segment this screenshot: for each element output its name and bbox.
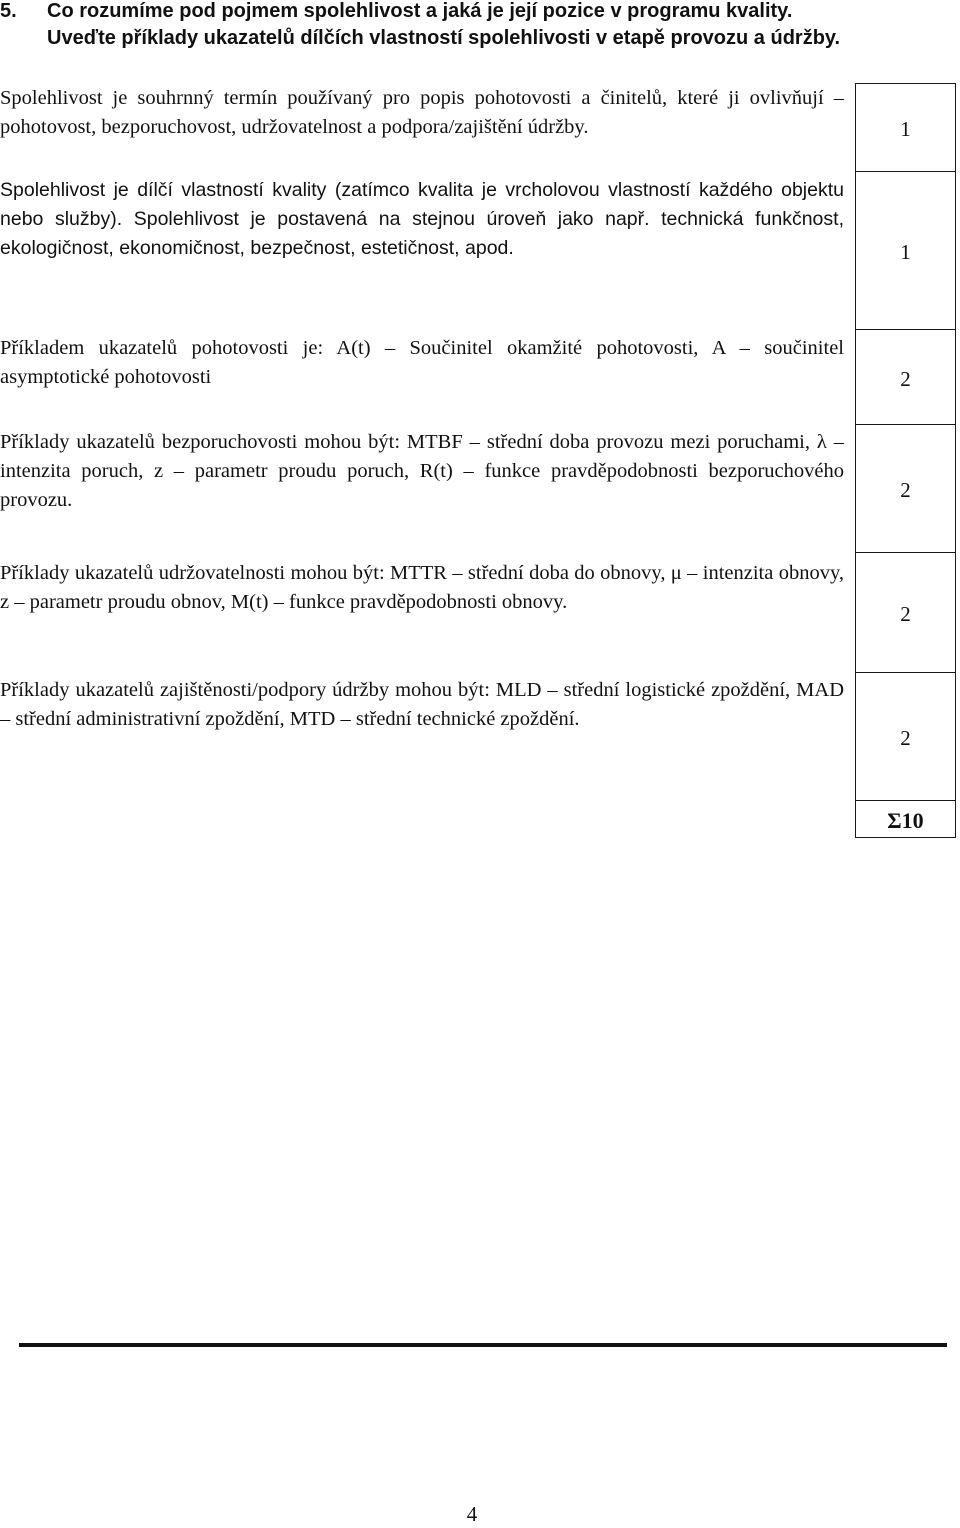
answer-paragraph-2: Spolehlivost je dílčí vlastností kvality (zatímco kvalita je vrcholovou vlastností každého objektu nebo služby). Spolehlivost je postavená na stejnou úroveň jako např. technická funkčnost, ekologičnost, ekonomičnost, bezpečnost, estetičnost, apod.	[0, 179, 844, 259]
question-number: 5.	[0, 0, 17, 22]
page-number: 4	[466, 1502, 478, 1526]
answer-paragraph-3: Příkladem ukazatelů pohotovosti je: A(t) – Součinitel okamžité pohotovosti, A – součinitel asymptotické pohotovosti	[0, 337, 844, 388]
points-cell: 2	[856, 424, 955, 552]
points-cell: 2	[856, 329, 955, 424]
points-column	[855, 83, 956, 801]
points-cell: 2	[856, 672, 955, 800]
points-cell: 2	[856, 552, 955, 672]
question-line-2: Uveďte příklady ukazatelů dílčích vlastností spolehlivosti v etapě provozu a údržby.	[47, 27, 841, 49]
footer-rule	[19, 1343, 947, 1347]
points-cell: 1	[900, 117, 911, 141]
answer-paragraph-6: Příklady ukazatelů zajištěnosti/podpory údržby mohou být: MLD – střední logistické zpoždění, MAD – střední administrativní zpoždění, MTD – střední technické zpoždění.	[0, 679, 844, 730]
answer-paragraph-5: Příklady ukazatelů udržovatelnosti mohou být: MTTR – střední doba do obnovy, μ – intenzita obnovy, z – parametr proudu obnov, M(t) – funkce pravděpodobnosti obnovy.	[0, 562, 844, 613]
answer-paragraph-1: Spolehlivost je souhrnný termín používaný pro popis pohotovosti a činitelů, které ji ovlivňují – pohotovost, bezporuchovost, udržovatelnost a podpora/zajištění údržby.	[0, 87, 844, 138]
points-total: Σ10	[855, 800, 956, 838]
answer-paragraph-4: Příklady ukazatelů bezporuchovosti mohou být: MTBF – střední doba provozu mezi poruchami, λ – intenzita poruch, z – parametr proudu poruch, R(t) – funkce pravděpodobnosti bezporuchového provozu.	[0, 431, 844, 511]
points-cell: 1	[856, 171, 955, 329]
question-heading	[0, 0, 950, 52]
question-line-1: Co rozumíme pod pojmem spolehlivost a jaká je její pozice v programu kvality.	[47, 0, 793, 22]
